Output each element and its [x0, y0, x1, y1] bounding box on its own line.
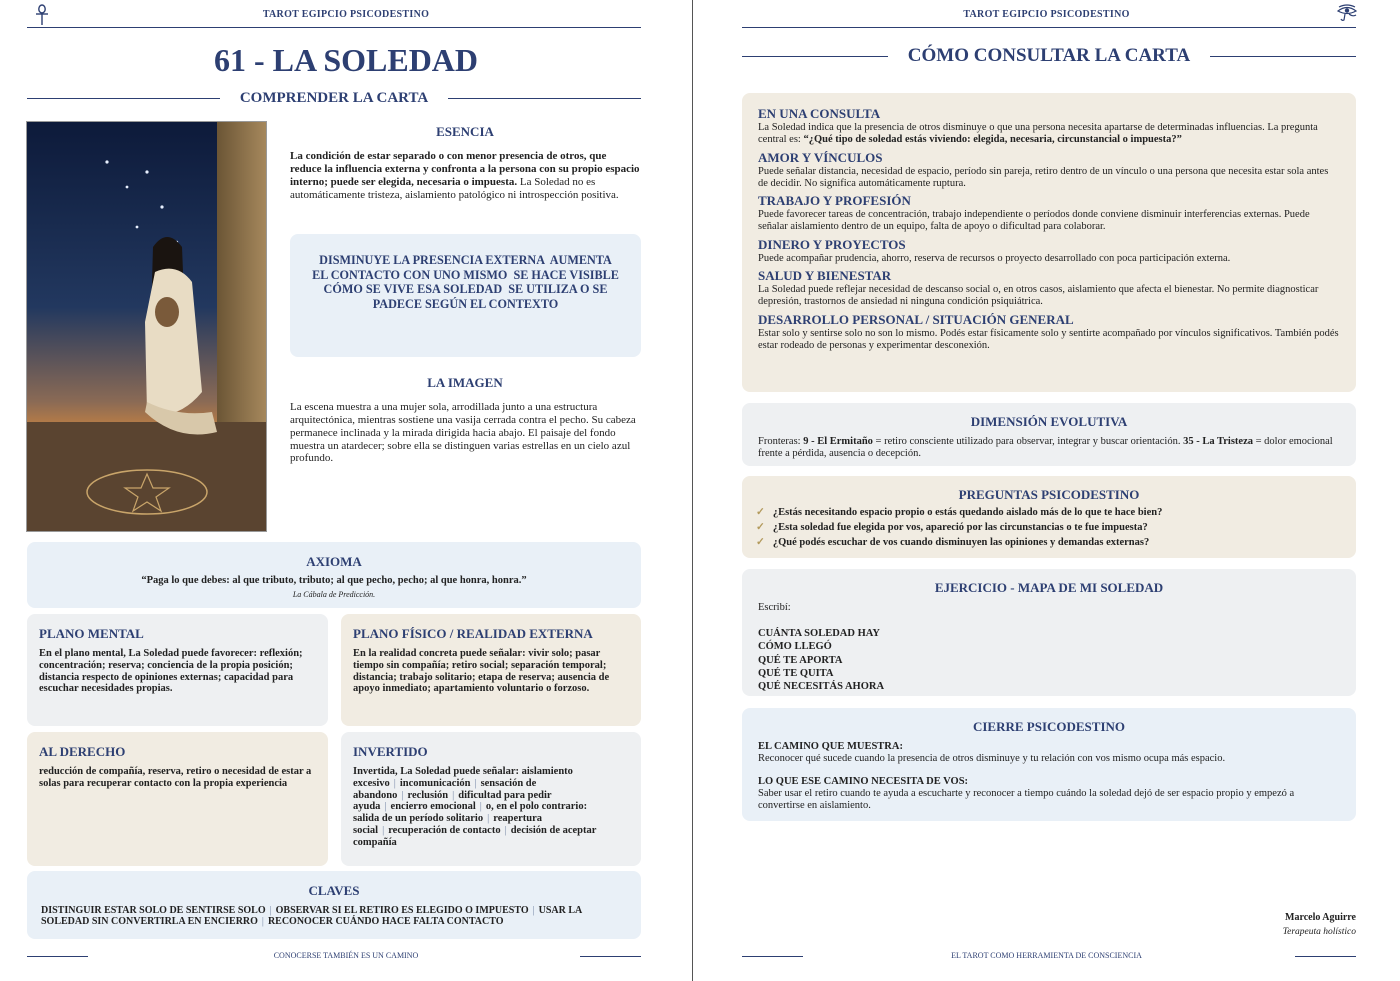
invertido-box	[341, 732, 641, 866]
invertido-term: salida de un período solitario	[353, 813, 484, 824]
axioma-box	[27, 542, 641, 608]
plano-fisico-heading: PLANO FÍSICO / REALIDAD EXTERNA	[353, 626, 593, 641]
separator: |	[384, 801, 387, 813]
claves-line-2	[41, 916, 627, 927]
invertido-term: decisión de aceptar	[510, 824, 597, 836]
invertido-term: sensación de	[480, 777, 537, 789]
eye-of-horus-icon	[1336, 4, 1358, 22]
esencia-section	[290, 124, 640, 201]
highlight-line-4: PADECE SEGÚN EL CONTEXTO	[372, 296, 559, 311]
imagen-text: La escena muestra a una mujer sola, arrodillada junto a una estructura arquitectónica, mientras sostiene una vasija cerrada contra el pecho. Su cabeza permanece inclinada y la mirada dirigida hacia abajo. El paisaje del fondo muestra un atardecer; sobre ella se distinguen varias estrellas en un cielo azul profundo.	[290, 401, 636, 465]
card-illustration-svg	[27, 122, 267, 532]
consulta-box	[742, 93, 1356, 392]
esencia-heading: ESENCIA	[436, 124, 494, 139]
dimension-text-2: = dolor emocional frente a pérdida, ausencia o decepción.	[758, 436, 1333, 460]
dimension-card-2: 35 - La Tristeza	[1183, 436, 1253, 447]
plano-mental-heading: PLANO MENTAL	[39, 626, 144, 641]
invertido-term: recuperación de contacto	[388, 824, 501, 836]
consulta-text-plain: Puede favorecer tareas de concentración, trabajo independiente o períodos donde conviene disminuir interferencias externas. Puede señalar aislamiento dentro de un equipo, falta de apoyo o dificultad para colaborar.	[758, 209, 1310, 233]
pregunta-text: ¿Qué podés escuchar de vos cuando disminuyen las opiniones y demandas externas?	[772, 536, 1150, 548]
esencia-text	[290, 150, 640, 201]
separator: |	[269, 905, 272, 916]
claves-box	[27, 871, 641, 939]
section-title-comprender	[27, 90, 641, 107]
invertido-term: Invertida, La Soledad puede señalar: aislamiento	[353, 766, 573, 777]
invertido-line	[353, 813, 629, 825]
invertido-term: ayuda	[353, 801, 381, 813]
consulta-text-plain: Estar solo y sentirse solo no son lo mismo. Podés estar físicamente solo y sentirte acompañado por vínculos significativos. También podés estar rodeado de personas y experimentar desconexión.	[758, 327, 1339, 351]
footer-text: CONOCERSE TAMBIÉN ES UN CAMINO	[273, 951, 419, 960]
ejercicio-item: QUÉ NECESITÁS AHORA	[758, 680, 885, 692]
highlight-line-3: CÓMO SE VIVE ESA SOLEDAD SE UTILIZA O SE	[323, 282, 608, 297]
cierre-text-2: Saber usar el retiro cuando te ayuda a escucharte y reconocer a tiempo cuándo la soledad dejó de ser espacio propio y empezó a convertirse en aislamiento.	[758, 787, 1295, 812]
consulta-heading: DINERO Y PROYECTOS	[758, 236, 906, 252]
ejercicio-heading: EJERCICIO - MAPA DE MI SOLEDAD	[934, 580, 1164, 595]
cierre-label-2: LO QUE ESE CAMINO NECESITA DE VOS:	[758, 776, 969, 788]
clave-item: USAR LA	[538, 905, 583, 916]
ejercicio-item: QUÉ TE APORTA	[758, 654, 843, 666]
preguntas-heading: PREGUNTAS PSICODESTINO	[958, 487, 1140, 502]
invertido-term: reclusión	[407, 789, 449, 801]
page-title: 61 - LA SOLEDAD	[213, 42, 479, 78]
cierre-label-1: EL CAMINO QUE MUESTRA:	[758, 741, 903, 752]
consulta-list	[758, 106, 1340, 352]
consulta-text	[758, 253, 1340, 265]
pregunta-item	[756, 537, 1342, 549]
claves-line-1	[41, 905, 627, 916]
consulta-text	[758, 209, 1340, 234]
preguntas-list	[756, 507, 1342, 548]
pregunta-text: ¿Estás necesitando espacio propio o estás quedando aislado más de lo que te hace bien?	[772, 507, 1163, 518]
right-page	[693, 0, 1400, 981]
preguntas-box	[742, 476, 1356, 558]
dimension-text	[758, 436, 1340, 461]
invertido-term: abandono	[353, 789, 398, 801]
consulta-text-plain: Puede acompañar prudencia, ahorro, reserva de recursos o proyecto desarrollado con poca participación externa.	[758, 252, 1231, 264]
ejercicio-item: CÓMO LLEGÓ	[758, 641, 832, 653]
invertido-term: reapertura	[493, 813, 543, 824]
invertido-heading: INVERTIDO	[353, 744, 428, 759]
consulta-text-plain: La Soledad puede reflejar necesidad de descanso social o, en otros casos, aislamiento que afecta el bienestar. No permite diagnosticar depresión, trastornos de ansiedad ni ninguna condición psiquiátrica.	[758, 283, 1319, 308]
left-page	[0, 0, 692, 981]
section-title-text: CÓMO CONSULTAR LA CARTA	[907, 45, 1191, 66]
imagen-heading: LA IMAGEN	[427, 375, 503, 390]
invertido-text	[353, 766, 629, 848]
section-title-consultar	[742, 45, 1356, 67]
plano-mental-box	[27, 614, 328, 726]
footer-text: EL TAROT COMO HERRAMIENTA DE CONSCIENCIA	[951, 951, 1142, 960]
separator: |	[504, 824, 507, 836]
dimension-heading: DIMENSIÓN EVOLUTIVA	[970, 414, 1128, 429]
consulta-text-bold: “¿Qué tipo de soledad estás viviendo: elegida, necesaria, circunstancial o impuesta?”	[803, 134, 1182, 146]
separator: |	[261, 916, 264, 928]
pregunta-item	[756, 522, 1342, 534]
esencia-bold-text: La condición de estar separado o con menor presencia de otros, que reduce la influencia externa y confronta a la persona con su propio espacio interno; puede ser elegida, necesaria o impuesta.	[290, 150, 640, 188]
check-icon: ✓	[756, 536, 765, 548]
plano-fisico-text: En la realidad concreta puede señalar: vivir solo; pasar tiempo sin compañía; retiro social; separación temporal; distancia; trabajo solitario; etapa de reserva; ausencia de apoyo inmediato; apartamiento voluntario o forzoso.	[353, 648, 610, 695]
invertido-line	[353, 825, 629, 837]
consulta-text-plain: La Soledad indica que la presencia de otros disminuye o que una persona necesita apartarse de determinadas influencias. La pregunta central es:	[758, 122, 1318, 146]
highlight-box	[290, 234, 641, 357]
separator: |	[382, 824, 385, 836]
section-title-text: COMPRENDER LA CARTA	[239, 90, 429, 106]
clave-item: RECONOCER CUÁNDO HACE FALTA CONTACTO	[267, 916, 504, 928]
cierre-text-1: Reconocer qué sucede cuando la presencia de otros disminuye y tu relación con vos mismo ocupa más espacio.	[758, 752, 1226, 764]
consulta-text	[758, 166, 1340, 191]
invertido-term: social	[353, 824, 379, 836]
highlight-line-1: DISMINUYE LA PRESENCIA EXTERNA AUMENTA	[319, 253, 612, 267]
separator: |	[452, 789, 455, 801]
imagen-section	[290, 375, 640, 465]
invertido-term: encierro emocional	[390, 801, 476, 813]
highlight-line-2: EL CONTACTO CON UNO MISMO SE HACE VISIBLE	[312, 267, 619, 282]
axioma-quote: “Paga lo que debes: al que tributo, tributo; al que pecho, pecho; al que honra, honra.”	[141, 575, 527, 586]
consulta-text	[758, 328, 1340, 353]
check-icon: ✓	[756, 507, 765, 518]
ejercicio-item: QUÉ TE QUITA	[758, 667, 834, 679]
pregunta-text: ¿Esta soledad fue elegida por vos, apareció por las circunstancias o te fue impuesta?	[772, 521, 1148, 533]
invertido-term: dificultad para pedir	[458, 789, 552, 801]
clave-item: SOLEDAD SIN CONVERTIRLA EN ENCIERRO	[41, 916, 258, 928]
running-head: TAROT EGIPCIO PSICODESTINO	[963, 9, 1130, 20]
invertido-term: excesivo	[353, 777, 390, 789]
consulta-text	[758, 122, 1340, 147]
pregunta-item	[756, 507, 1342, 519]
cierre-box	[742, 708, 1356, 821]
separator: |	[487, 813, 490, 824]
axioma-source: La Cábala de Predicción.	[292, 589, 376, 599]
al-derecho-heading: AL DERECHO	[39, 744, 126, 759]
check-icon: ✓	[756, 521, 765, 533]
ejercicio-box	[742, 569, 1356, 696]
ejercicio-list	[758, 627, 1340, 693]
separator: |	[532, 905, 535, 916]
al-derecho-box	[27, 732, 328, 866]
invertido-line	[353, 801, 629, 813]
invertido-term: compañía	[353, 836, 397, 848]
esencia-plain-text: La Soledad no es automáticamente tristeza, aislamiento patológico ni introspección positiva.	[290, 175, 619, 201]
invertido-line	[353, 837, 629, 849]
separator: |	[474, 777, 477, 789]
cierre-heading: CIERRE PSICODESTINO	[972, 719, 1126, 734]
consulta-heading: SALUD Y BIENESTAR	[758, 267, 892, 283]
invertido-term: incomunicación	[399, 777, 471, 789]
header-rule	[742, 27, 1356, 28]
dimension-text-1: = retiro consciente utilizado para observar, integrar y buscar orientación.	[872, 436, 1184, 447]
separator: |	[479, 801, 482, 813]
consulta-heading: TRABAJO Y PROFESIÓN	[758, 193, 911, 209]
separator: |	[393, 777, 396, 789]
header-rule	[27, 27, 641, 28]
al-derecho-text: reducción de compañía, reserva, retiro o necesidad de estar a solas para recuperar contacto con la propia experiencia	[39, 766, 312, 789]
consulta-text	[758, 284, 1340, 309]
separator: |	[401, 789, 404, 801]
ejercicio-item: CUÁNTA SOLEDAD HAY	[758, 628, 880, 640]
clave-item: DISTINGUIR ESTAR SOLO DE SENTIRSE SOLO	[41, 905, 266, 916]
ejercicio-intro: Escribí:	[758, 602, 791, 613]
invertido-line	[353, 790, 629, 802]
dimension-card-1: 9 - El Ermitaño	[803, 436, 873, 447]
consulta-heading: DESARROLLO PERSONAL / SITUACIÓN GENERAL	[758, 311, 1074, 327]
invertido-line	[353, 766, 629, 778]
plano-fisico-box	[341, 614, 641, 726]
invertido-line	[353, 778, 629, 790]
author-block	[1283, 912, 1356, 937]
dimension-prefix: Fronteras:	[758, 436, 804, 447]
consulta-heading: EN UNA CONSULTA	[758, 106, 881, 121]
dimension-box	[742, 403, 1356, 466]
clave-item: OBSERVAR SI EL RETIRO ES ELEGIDO O IMPUESTO	[275, 905, 529, 916]
invertido-term: o, en el polo contrario:	[485, 801, 588, 813]
axioma-heading: AXIOMA	[306, 554, 362, 569]
author-name: Marcelo Aguirre	[1285, 912, 1356, 923]
card-illustration	[26, 121, 267, 532]
claves-heading: CLAVES	[308, 883, 360, 898]
consulta-text-plain: Puede señalar distancia, necesidad de espacio, período sin pareja, retiro dentro de un vínculo o una persona que necesita estar sola antes de decidir. No significa automáticamente ruptura.	[758, 165, 1329, 189]
consulta-heading: AMOR Y VÍNCULOS	[758, 149, 883, 165]
running-head: TAROT EGIPCIO PSICODESTINO	[262, 9, 430, 20]
plano-mental-text: En el plano mental, La Soledad puede favorecer: reflexión; concentración; reserva; conciencia de la propia posición; distancia respecto de opiniones externas; capacidad para escuchar necesidades propias.	[39, 648, 303, 695]
author-role: Terapeuta holístico	[1282, 927, 1356, 937]
